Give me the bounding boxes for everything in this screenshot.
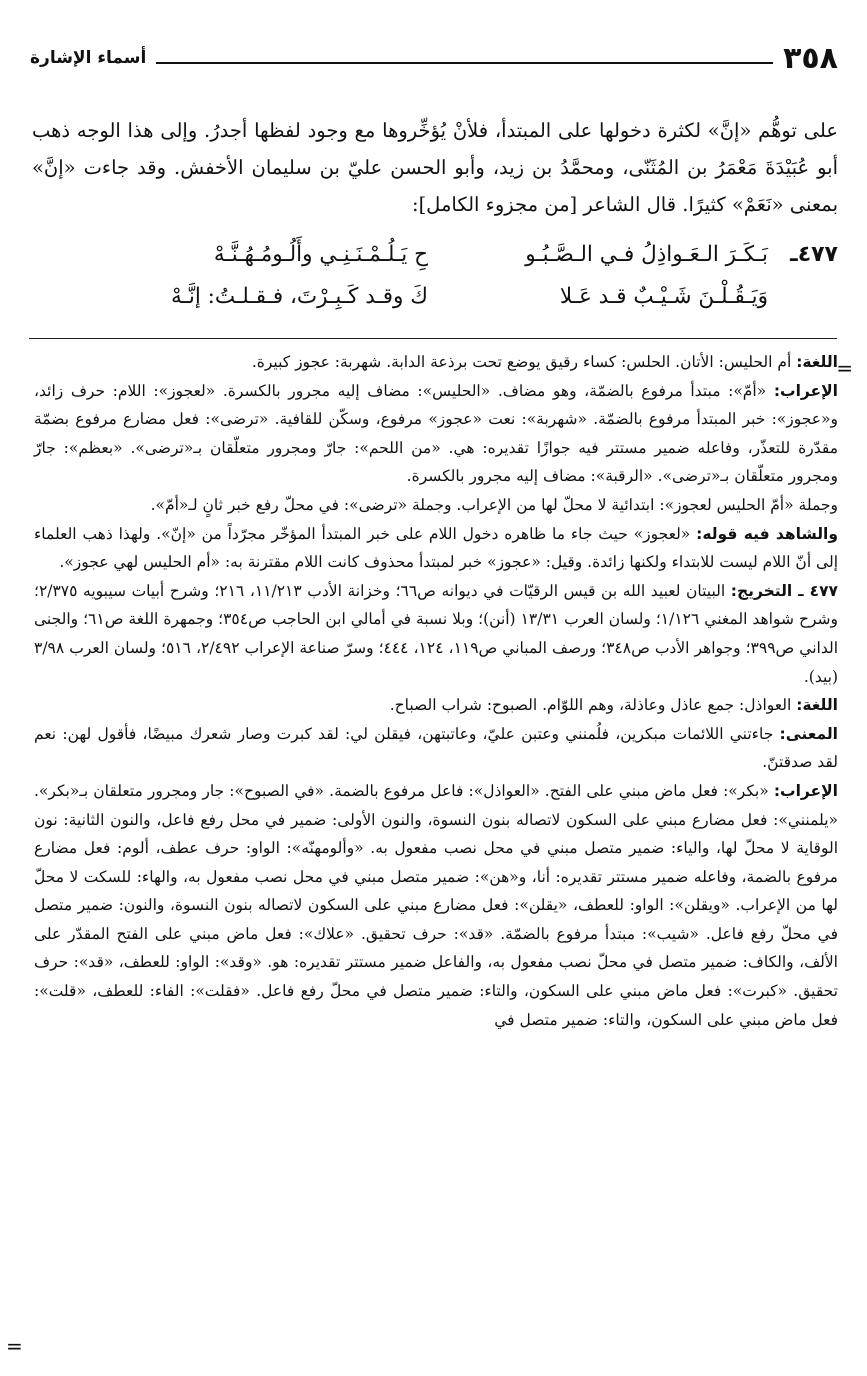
footnote-text: «أمّ»: مبتدأ مرفوع بالضمّة، وهو مضاف. «الحليس»: مضاف إليه مجرور بالكسرة. «لعجوز»: اللام: حرف زائد، و«عجوز»: خبر المبتدأ مرفوع بالضمّة. «شهربة»: نعت «عجوز» مرفوع، وسكّن للقافية. «ترضى»: فعل مضارع مرفوع بضمّة مقدّرة للتعذّر، وفاعله ضمير مستتر فيه جوازًا تقديره: هي. «من اللحم»: جارّ ومجرور متعلّقان بـ«ترضى». «بعظم»: جارّ ومجرور متعلّقان بـ«ترضى». «الرقبة»: مضاف إليه مجرور بالكسرة. [34, 381, 838, 486]
poem-line-2 [32, 276, 838, 318]
footnote-label: الإعراب: [773, 781, 838, 800]
footnote-label: والشاهد فيه قوله: [696, 524, 838, 543]
footnotes [34, 348, 838, 1034]
footnote-text: العواذل: جمع عاذل وعاذلة، وهم اللوّام. الصبوح: شراب الصباح. [389, 696, 797, 715]
footnote-text: «لعجوز» حيث جاء ما ظاهره دخول اللام على خبر المبتدأ المؤخّر مجرّداً من «إنّ». ولهذا ذهب العلماء إلى أنّ اللام ليست للابتداء ولكنها زائدة. وقيل: «عجوز» خبر لمبتدأ محذوف كانت اللام مقترنة به: «أم الحليس لهي عجوز». [34, 524, 838, 572]
footnote-paragraph [34, 577, 838, 691]
footnote-label: الإعراب: [773, 381, 838, 400]
footnote-label: اللغة: [796, 696, 838, 715]
poem-verses [32, 234, 838, 318]
running-header [30, 36, 838, 80]
footnote-label: اللغة: [796, 353, 838, 371]
footnote-separator [29, 338, 837, 339]
page-number: ٣٥٨ [783, 40, 838, 76]
continuation-marker-bottom: = [6, 1334, 23, 1358]
main-text [32, 112, 838, 223]
poem-line-1 [32, 234, 838, 276]
hemistich-1: وَيَـقُـلْـنَ شَـيْـبٌ قـد عَـلا [559, 284, 768, 309]
footnote-text: البيتان لعبيد الله بن قيس الرقيّات في ديوانه ص٦٦؛ وخزانة الأدب ١١/٢١٣، ٢١٦؛ وشرح أبيات سيبويه ٢/٣٧٥؛ وشرح شواهد المغني ١/١٢٦؛ ولسان العرب ١٣/٣١ (أنن)؛ وبلا نسبة في أمالي ابن الحاجب ص٣٥٤؛ وجمهرة اللغة ص٦١؛ والجنى الداني ص٣٩٩؛ وجواهر الأدب ص٣٤٨؛ ورصف المباني ص١١٩، ١٢٤، ٤٤٤؛ وسرّ صناعة الإعراب ٢/٤٩٢، ٥١٦؛ ولسان العرب ٣/٩٨ (بيد). [34, 581, 838, 686]
verse-number: ٤٧٧ـ [790, 242, 838, 267]
footnote-paragraph [34, 348, 838, 377]
footnote-paragraph [34, 491, 838, 520]
continuation-marker-top: = [836, 356, 853, 380]
footnote-text: أم الحليس: الأتان. الحلس: كساء رقيق يوضع تحت برذعة الدابة. شهربة: عجوز كبيرة. [251, 353, 797, 371]
hemistich-2: حِ يَـلُـمْـنَـنِـي وأَلُـومُـهُـنَّـهْ [213, 242, 428, 267]
chapter-title: أسماء الإشارة [30, 48, 147, 68]
footnote-paragraph [34, 777, 838, 1034]
footnote-label: ٤٧٧ ـ التخريج: [730, 581, 838, 600]
footnote-paragraph [34, 691, 838, 720]
footnote-label: المعنى: [779, 724, 838, 743]
hemistich-2: كَ وقـد كَـبِـرْتَ، فـقـلـتُ: إنَّـهْ [171, 284, 428, 309]
footnote-text: وجملة «أمّ الحليس لعجوز»: ابتدائية لا محلّ لها من الإعراب. وجملة «ترضى»: في محلّ رفع خبر ثانٍ لـ«أمّ». [150, 495, 838, 514]
footnote-text: جاءتني اللائمات مبكرين، فلُمنني وعتبن عليّ، وعاتبتهن، فيقلن لي: لقد كبرت وصار شعرك مبيضًا، فأقول لهن: نعم لقد صدقتنّ. [34, 724, 838, 772]
footnote-paragraph [34, 720, 838, 777]
footnote-paragraph [34, 520, 838, 577]
main-paragraph: على توهُّم «إنَّ» لكثرة دخولها على المبتدأ، فلأنْ يُؤخِّروها مع وجود لفظها أجدرُ. وإلى هذا الوجه ذهب أبو عُبَيْدَةَ مَعْمَرُ بن المُثَنّى، ومحمَّدُ بن زيد، وأبو الحسن عليّ بن سليمان الأخفش. وقد جاءت «إنَّ» بمعنى «نَعَمْ» كثيرًا. قال الشاعر [من مجزوء الكامل]: [32, 119, 838, 216]
header-rule [156, 62, 773, 64]
footnote-text: «بكر»: فعل ماض مبني على الفتح. «العواذل»: فاعل مرفوع بالضمة. «في الصبوح»: جار ومجرور متعلقان بـ«بكر». «يلمنني»: فعل مضارع مبني على السكون لاتصاله بنون النسوة، والنون الأولى: ضمير في محل رفع فاعل، والنون الثانية: نون الوقاية لا محلّ لها، والياء: ضمير متصل مبني في محل نصب مفعول به. «وألومهنّه»: الواو: حرف عطف، ألوم: فعل مضارع مرفوع بالضمة، وفاعله ضمير مستتر تقديره: أنا، و«هن»: ضمير متصل مبني في محل نصب مفعول به، والهاء: للسكت لا محلّ لها من الإعراب. «ويقلن»: الواو: للعطف، «يقلن»: فعل مضارع مبني على السكون لاتصاله بنون النسوة، والنون: ضمير متصل في محلّ رفع فاعل. «شيب»: مبتدأ مرفوع بالضمّة. «قد»: حرف تحقيق. «علاك»: فعل ماض مبني على الفتح المقدّر على الألف، والكاف: ضمير متصل في محلّ نصب مفعول به، والفاعل ضمير مستتر تقديره: هو. «وقد»: الواو: للعطف، «قد»: حرف تحقيق. «كبرت»: فعل ماض مبني على السكون، والتاء: ضمير متصل في محلّ رفع فاعل. «فقلت»: الفاء: للعطف، «قلت»: فعل ماض مبني على السكون، والتاء: ضمير متصل في [34, 781, 838, 1029]
footnote-paragraph [34, 377, 838, 491]
hemistich-1: بَـكَـرَ الـعَـواذِلُ فـي الـصَّـبُـو [525, 242, 768, 267]
